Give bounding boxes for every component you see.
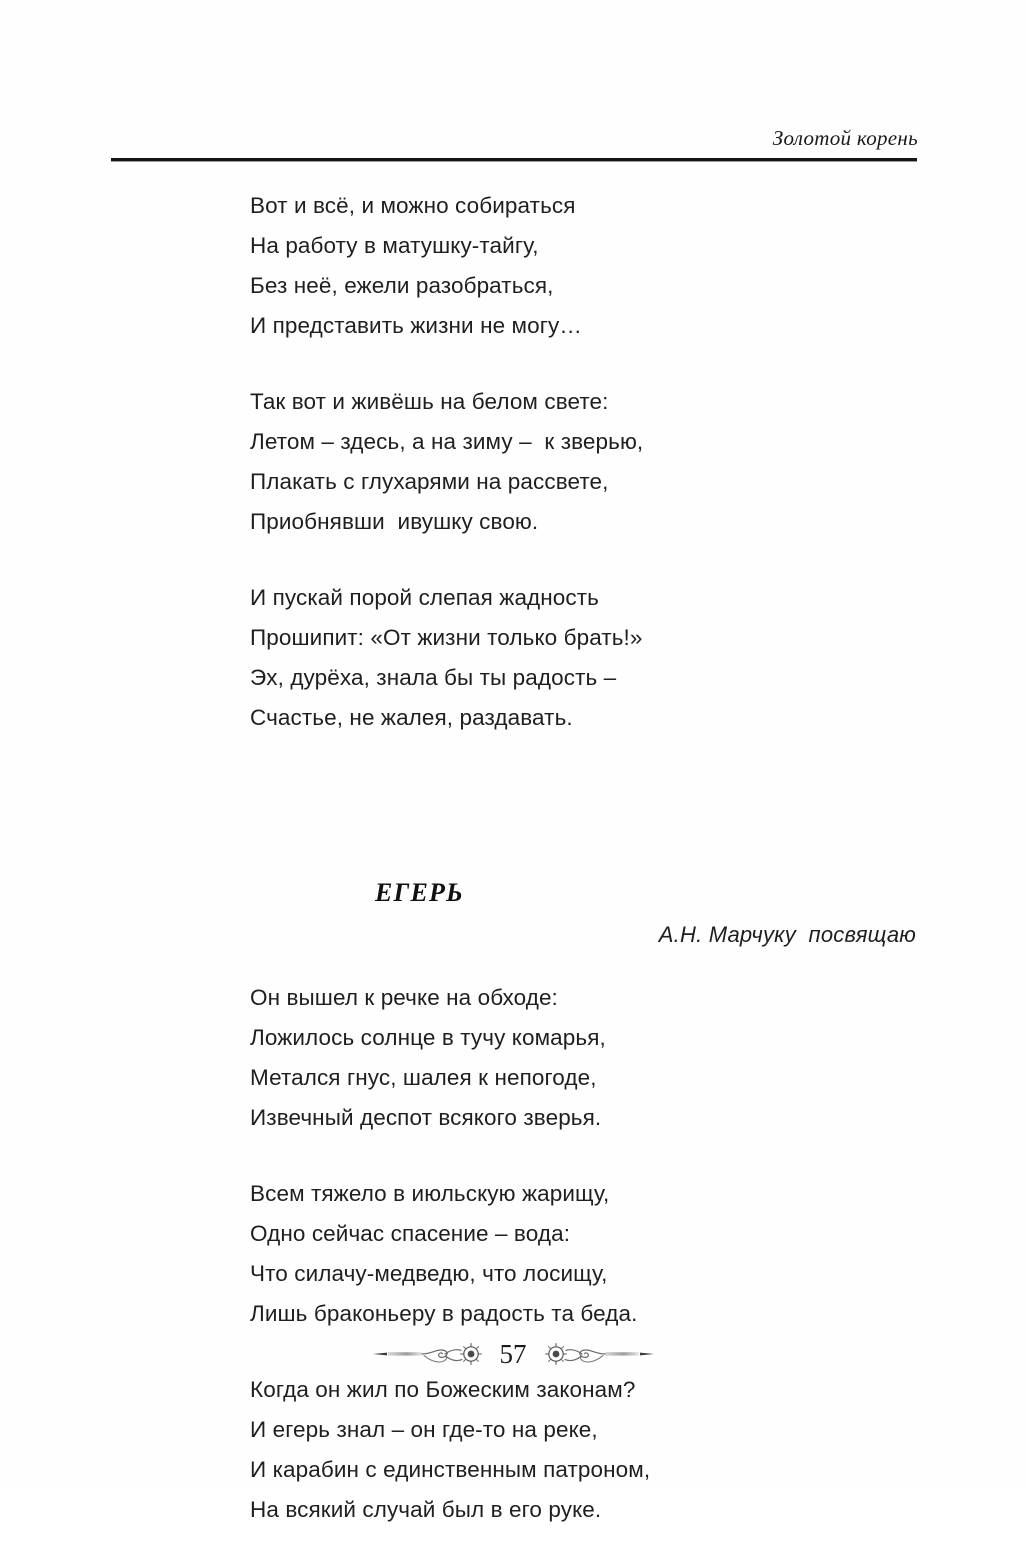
verse-line: Метался гнус, шалея к непогоде, — [250, 1065, 597, 1090]
poem-block-first — [0, 186, 1026, 738]
header-rule — [111, 158, 917, 162]
stanza — [0, 1174, 1026, 1334]
verse-line: Счастье, не жалея, раздавать. — [250, 705, 573, 730]
page-number: 57 — [499, 1338, 527, 1369]
stanza — [0, 382, 1026, 542]
poem-title: ЕГЕРЬ — [375, 878, 464, 907]
page-footer — [0, 1326, 1026, 1382]
stanza — [0, 978, 1026, 1138]
verse-line: Когда он жил по Божеским законам? — [250, 1377, 636, 1402]
verse-line: Вот и всё, и можно собираться — [250, 193, 576, 218]
poem-block-eger — [0, 878, 1026, 1530]
verse-line: Прошипит: «От жизни только брать!» — [250, 625, 643, 650]
floral-flourish-right-icon — [536, 1337, 656, 1371]
verse-line: Всем тяжело в июльскую жарищу, — [250, 1181, 610, 1206]
verse-line: Извечный деспот всякого зверья. — [250, 1105, 602, 1130]
verse-line: На работу в матушку-тайгу, — [250, 233, 539, 258]
verse-line: Эх, дурёха, знала бы ты радость – — [250, 665, 617, 690]
stanza — [0, 1370, 1026, 1530]
verse-line: И представить жизни не могу… — [250, 313, 582, 338]
verse-line: Он вышел к речке на обходе: — [250, 985, 558, 1010]
section-spacer — [0, 774, 1026, 878]
verse-line: Без неё, ежели разобраться, — [250, 273, 554, 298]
running-head: Золотой корень — [772, 126, 918, 150]
verse-line: Летом – здесь, а на зиму – к зверью, — [250, 429, 644, 454]
title-spacer — [0, 908, 1026, 922]
verse-line: Плакать с глухарями на рассвете, — [250, 469, 609, 494]
stanza — [0, 186, 1026, 346]
dedication-spacer — [0, 948, 1026, 978]
floral-flourish-left-icon — [371, 1337, 491, 1371]
verse-line: На всякий случай был в его руке. — [250, 1497, 602, 1522]
verse-line: Приобнявши ивушку свою. — [250, 509, 539, 534]
verse-line: Так вот и живёшь на белом свете: — [250, 389, 609, 414]
verse-line: Ложилось солнце в тучу комарья, — [250, 1025, 606, 1050]
header-rule-thin — [111, 161, 917, 162]
stanza — [0, 578, 1026, 738]
poem-dedication: А.Н. Марчуку посвящаю — [658, 922, 916, 947]
verse-line: И пускай порой слепая жадность — [250, 585, 600, 610]
verse-line: Лишь браконьеру в радость та беда. — [250, 1301, 638, 1326]
verse-line: И карабин с единственным патроном, — [250, 1457, 651, 1482]
verse-line: Что силачу-медведю, что лосищу, — [250, 1261, 608, 1286]
verse-line: Одно сейчас спасение – вода: — [250, 1221, 571, 1246]
verse-line: И егерь знал – он где-то на реке, — [250, 1417, 598, 1442]
